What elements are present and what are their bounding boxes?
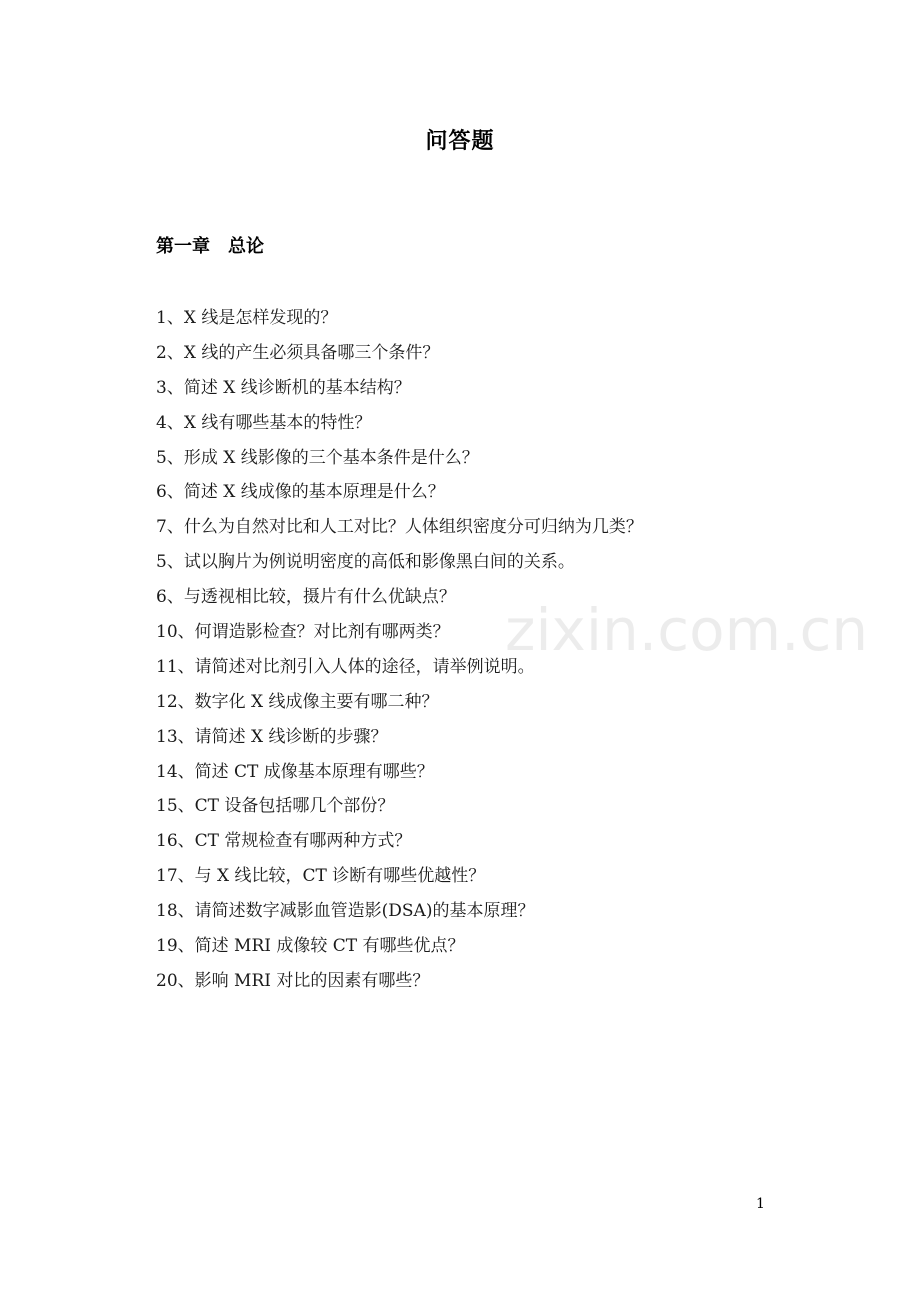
question-item: 7、什么为自然对比和人工对比？人体组织密度分可归纳为几类？	[156, 517, 643, 538]
page-title: 问答题	[425, 129, 495, 154]
question-item: 14、简述 CT 成像基本原理有哪些？	[156, 761, 434, 782]
question-item: 20、影响 MRI 对比的因素有哪些？	[156, 970, 430, 991]
question-item: 19、简述 MRI 成像较 CT 有哪些优点？	[156, 936, 465, 957]
question-item: 10、何谓造影检查？对比剂有哪两类？	[156, 622, 450, 643]
question-item: 1、X 线是怎样发现的？	[156, 308, 338, 328]
question-item: 6、与透视相比较，摄片有什么优缺点？	[156, 587, 456, 608]
question-item: 11、请简述对比剂引入人体的途径，请举例说明。	[156, 656, 535, 677]
watermark: zixin.com.cn	[505, 596, 869, 664]
question-item: 3、简述 X 线诊断机的基本结构？	[156, 377, 411, 398]
question-item: 18、请简述数字减影血管造影(DSA)的基本原理？	[156, 901, 535, 922]
question-list	[156, 301, 643, 999]
question-item: 5、试以胸片为例说明密度的高低和影像黑白间的关系。	[156, 552, 575, 573]
question-item: 15、CT 设备包括哪几个部份？	[156, 796, 395, 817]
question-item: 17、与 X 线比较，CT 诊断有哪些优越性？	[156, 866, 486, 887]
page-number: 1	[756, 1196, 765, 1212]
question-item: 6、简述 X 线成像的基本原理是什么？	[156, 482, 445, 503]
question-item: 16、CT 常规检查有哪两种方式？	[156, 831, 412, 852]
question-item: 5、形成 X 线影像的三个基本条件是什么？	[156, 447, 479, 468]
question-item: 12、数字化 X 线成像主要有哪二种？	[156, 691, 439, 712]
question-item: 13、请简述 X 线诊断的步骤？	[156, 726, 388, 747]
question-item: 4、X 线有哪些基本的特性？	[156, 412, 372, 433]
chapter-heading: 第一章 总论	[156, 236, 264, 257]
question-item: 2、X 线的产生必须具备哪三个条件？	[156, 342, 440, 363]
